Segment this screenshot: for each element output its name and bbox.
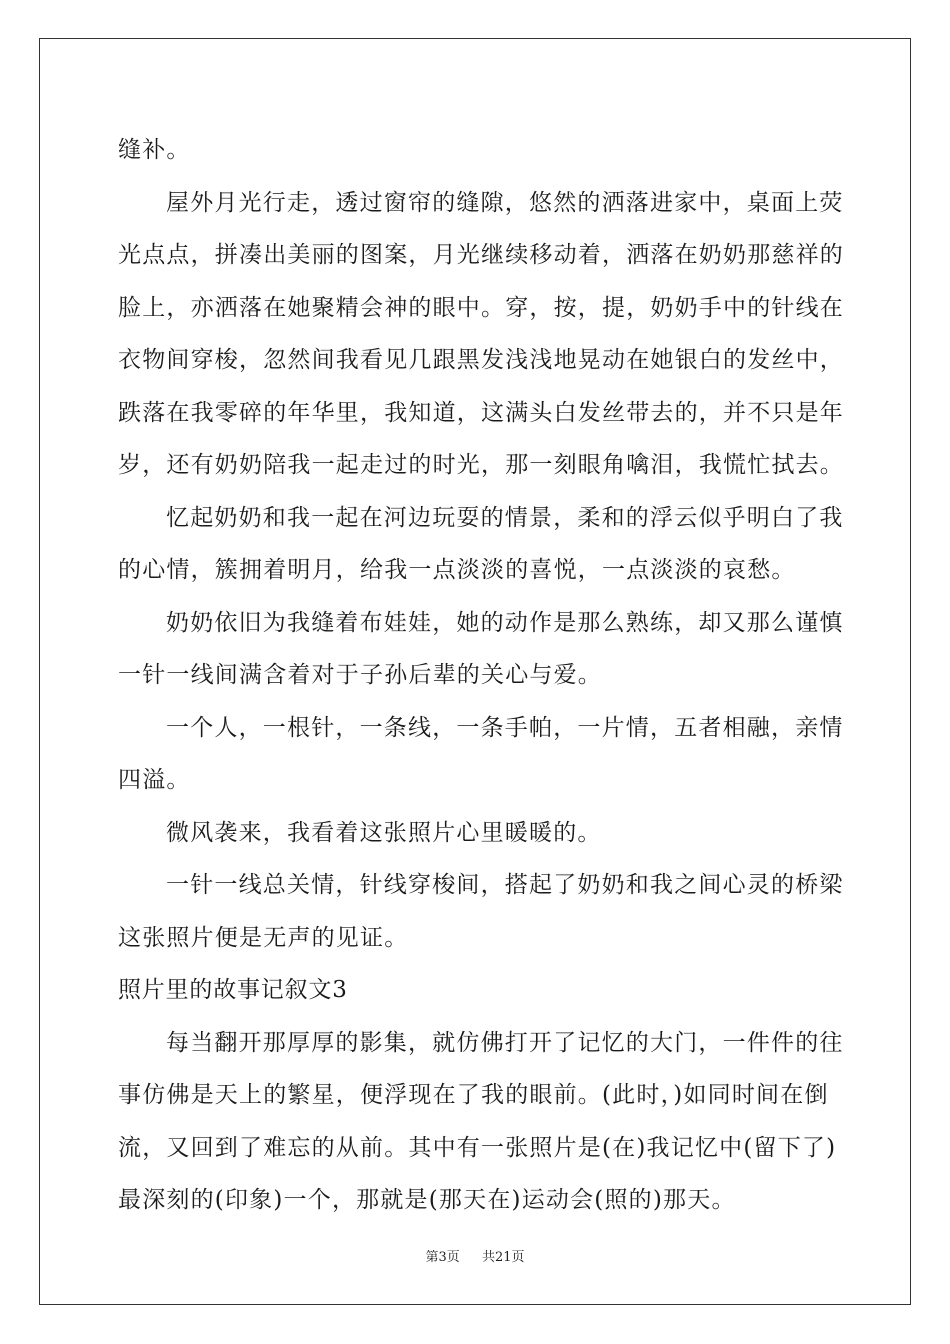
text-line: 事仿佛是天上的繁星，便浮现在了我的眼前。(此时，)如同时间在倒 (118, 1082, 829, 1108)
section-heading: 照片里的故事记叙文3 (118, 977, 348, 1003)
text-line: 一针一线间满含着对于子孙后辈的关心与爱。 (118, 662, 602, 688)
text-line: 最深刻的(印象)一个，那就是(那天在)运动会(照的)那天。 (118, 1187, 736, 1213)
text-line: 这张照片便是无声的见证。 (118, 924, 409, 951)
text-line: 缝补。 (118, 137, 191, 163)
page-number: 第3页 (425, 1250, 460, 1265)
page-total: 共21页 (482, 1250, 525, 1265)
paragraph-start: 每当翻开那厚厚的影集，就仿佛打开了记忆的大门，一件件的往 (166, 1029, 844, 1056)
text-line: 衣物间穿梭，忽然间我看见几跟黑发浅浅地晃动在她银白的发丝中， (118, 347, 844, 373)
text-line: 的心情，簇拥着明月，给我一点淡淡的喜悦，一点淡淡的哀愁。 (118, 557, 796, 583)
paragraph-start: 微风袭来，我看着这张照片心里暖暖的。 (166, 819, 602, 846)
text-line: 岁，还有奶奶陪我一起走过的时光，那一刻眼角噙泪，我慌忙拭去。 (118, 452, 844, 478)
text-line: 四溢。 (118, 767, 191, 793)
page-footer (0, 1246, 950, 1265)
text-line: 跌落在我零碎的年华里，我知道，这满头白发丝带去的，并不只是年 (118, 399, 844, 426)
paragraph-start: 屋外月光行走，透过窗帘的缝隙，悠然的洒落进家中，桌面上荧 (166, 189, 844, 216)
paragraph-start: 忆起奶奶和我一起在河边玩耍的情景，柔和的浮云似乎明白了我 (166, 504, 844, 531)
document-body (118, 124, 844, 1227)
paragraph-start: 一针一线总关情，针线穿梭间，搭起了奶奶和我之间心灵的桥梁 (166, 872, 844, 898)
paragraph-start: 奶奶依旧为我缝着布娃娃，她的动作是那么熟练，却又那么谨慎 (166, 609, 844, 636)
paragraph-start: 一个人，一根针，一条线，一条手帕，一片情，五者相融，亲情 (166, 714, 844, 741)
text-line: 光点点，拼凑出美丽的图案，月光继续移动着，洒落在奶奶那慈祥的 (118, 242, 844, 268)
text-line: 流，又回到了难忘的从前。其中有一张照片是(在)我记忆中(留下了) (118, 1134, 837, 1161)
text-line: 脸上，亦洒落在她聚精会神的眼中。穿，按，提，奶奶手中的针线在 (118, 294, 844, 321)
